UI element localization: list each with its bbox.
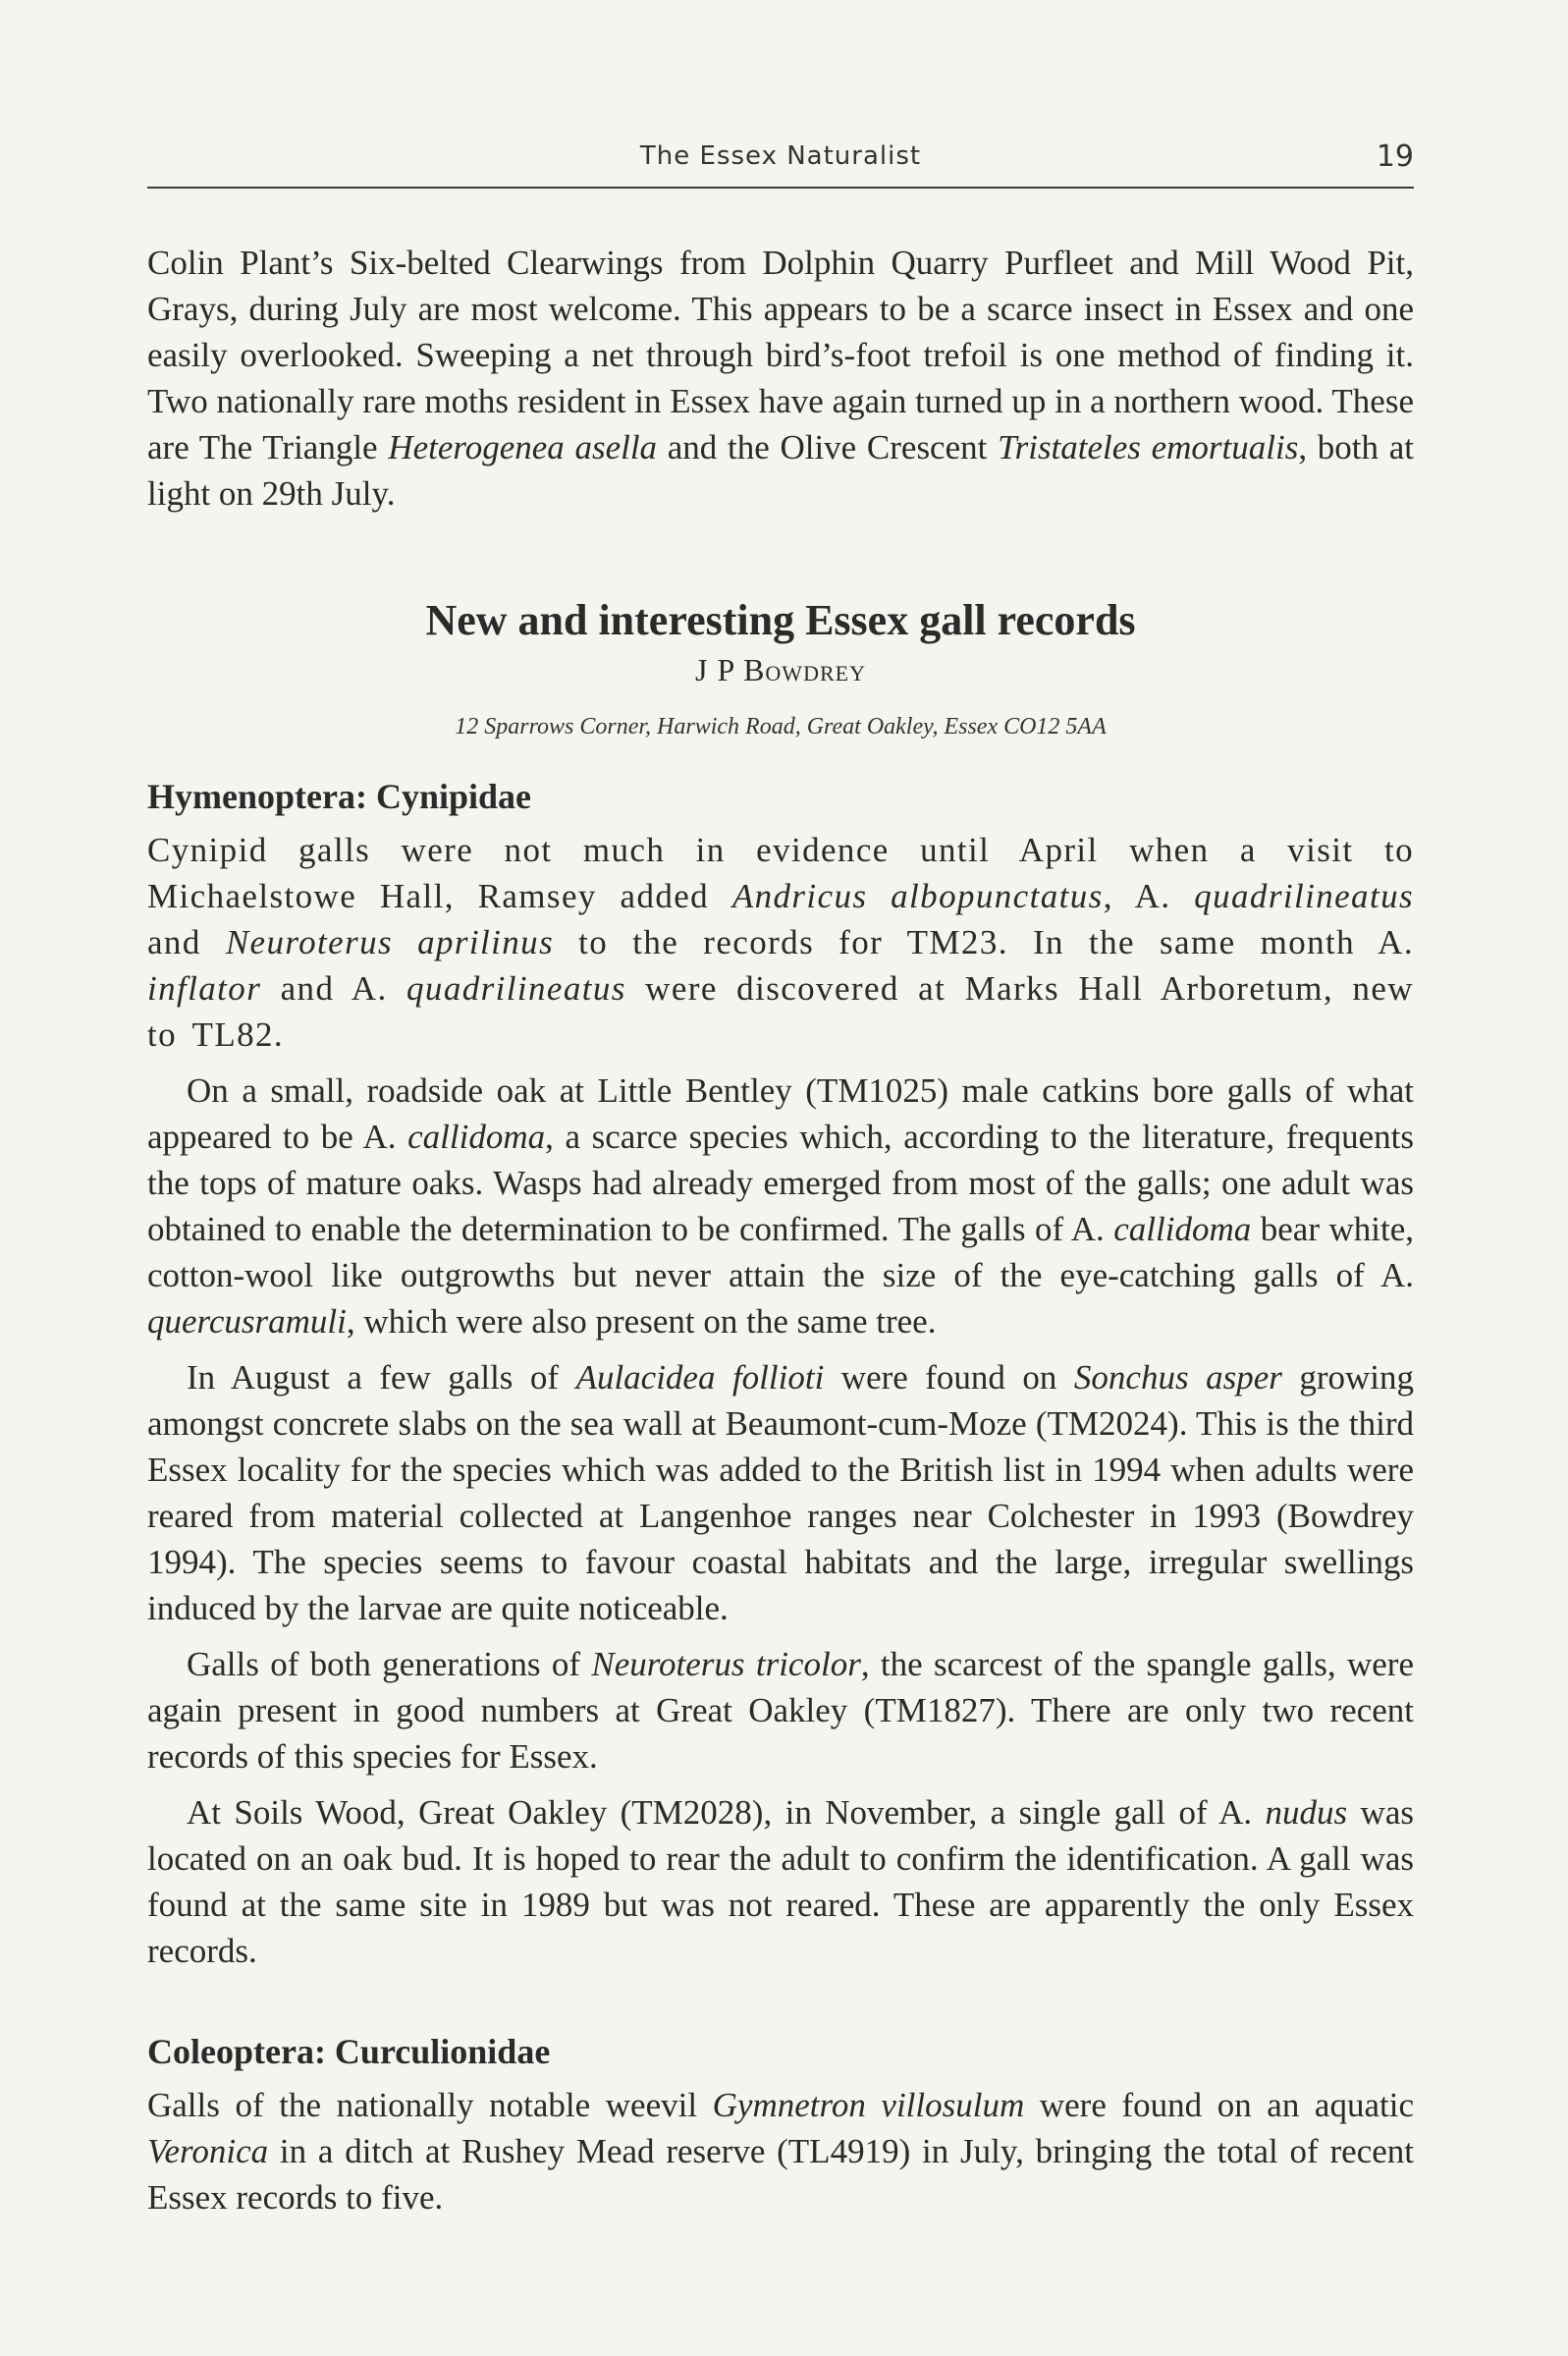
paragraph-cynipid-galls: Cynipid galls were not much in evidence until April when a visit to Michaelstowe Hall, Ramsey added Andricus albopunctatus, A. quadrilineatus and Neuroterus aprilinus to the records for TM23. In the same month A. inflator and A. quadrilineatus were discovered at Marks Hall Arboretum, new to TL82.: [147, 831, 1414, 1054]
paragraph-aulacidea: In August a few galls of Aulacidea follioti were found on Sonchus asper growing amongst concrete slabs on the sea wall at Beaumont-cum-Moze (TM2024). This is the third Essex locality for the species which was added to the British list in 1994 when adults were reared from material collected at Langenhoe ranges near Colchester in 1993 (Bowdrey 1994). The species seems to favour coastal habitats and the large, irregular swellings induced by the larvae are quite noticeable.: [147, 1358, 1415, 1627]
section-heading-hymenoptera: Hymenoptera: Cynipidae: [147, 777, 531, 816]
paragraph-gymnetron: Galls of the nationally notable weevil Gymnetron villosulum were found on an aquatic Veronica in a ditch at Rushey Mead reserve (TL4919) in July, bringing the total of recent Essex records to five.: [147, 2086, 1414, 2217]
page-number: 19: [1376, 139, 1414, 174]
journal-page: [147, 137, 1414, 2220]
section-heading-coleoptera: Coleoptera: Curculionidae: [147, 2032, 551, 2071]
running-header: [147, 137, 1414, 189]
paragraph-little-bentley: On a small, roadside oak at Little Bentley (TM1025) male catkins bore galls of what appeared to be A. callidoma, a scarce species which, according to the literature, frequents the tops of mature oaks. Wasps had already emerged from most of the galls; one adult was obtained to enable the determination to be confirmed. The galls of A. callidoma bear white, cotton-wool like outgrowths but never attain the size of the eye-catching galls of A. quercusramuli, which were also present on the same tree.: [147, 1071, 1414, 1341]
article-author: J P Bowdrey: [695, 652, 866, 687]
paragraph-neuroterus-tricolor: Galls of both generations of Neuroterus tricolor, the scarcest of the spangle galls, were again present in good numbers at Great Oakley (TM1827). There are only two recent records of this species for Essex.: [147, 1645, 1414, 1776]
journal-title: The Essex Naturalist: [639, 141, 922, 171]
author-address: 12 Sparrows Corner, Harwich Road, Great Oakley, Essex CO12 5AA: [455, 714, 1107, 740]
article-title: New and interesting Essex gall records: [425, 596, 1136, 644]
intro-paragraph: Colin Plant’s Six-belted Clearwings from Dolphin Quarry Purfleet and Mill Wood Pit, Grays, during July are most welcome. This appears to be a scarce insect in Essex and one easily overlooked. Sweeping a net through bird’s-foot trefoil is one method of finding it. Two nationally rare moths resident in Essex have again turned up in a northern wood. These are The Triangle Heterogenea asella and the Olive Crescent Tristateles emortualis, both at light on 29th July.: [147, 244, 1414, 513]
article-header: [147, 593, 1414, 740]
paragraph-soils-wood: At Soils Wood, Great Oakley (TM2028), in November, a single gall of A. nudus was located on an oak bud. It is hoped to rear the adult to confirm the identification. A gall was found at the same site in 1989 but was not reared. These are apparently the only Essex records.: [147, 1793, 1414, 1970]
